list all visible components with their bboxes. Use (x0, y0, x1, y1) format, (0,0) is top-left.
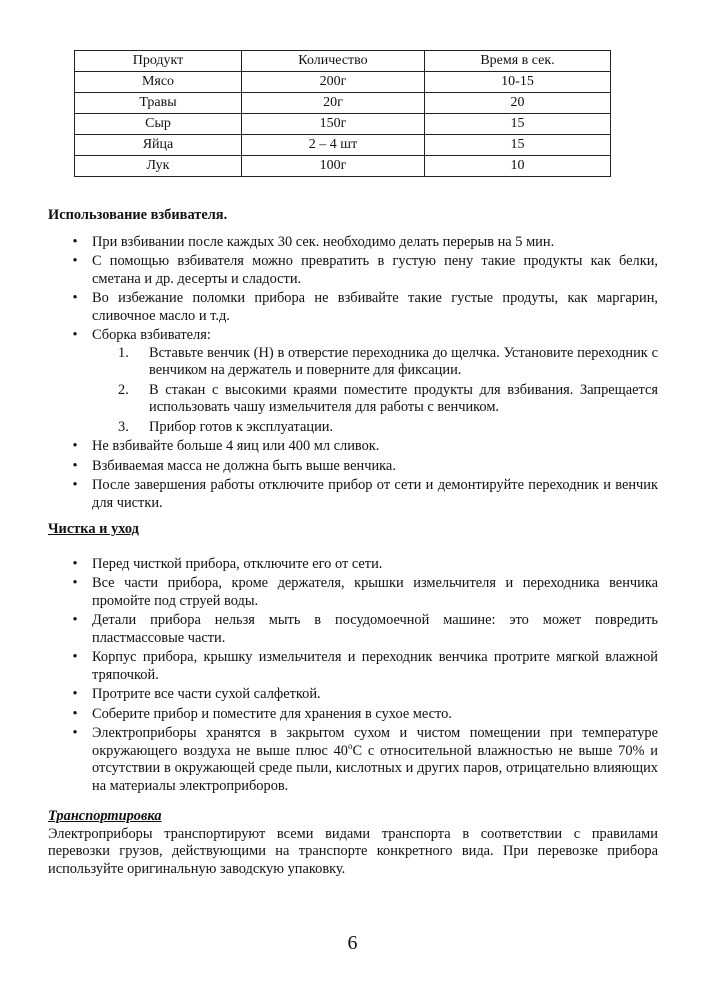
column-header: Продукт (75, 51, 242, 72)
product-time-table (74, 50, 611, 177)
list-item (48, 706, 658, 724)
column-header: Время в сек. (425, 51, 611, 72)
step-number: 1. (118, 344, 129, 361)
list-item (48, 477, 658, 512)
table-cell: 20г (242, 93, 425, 114)
table-cell: 15 (425, 135, 611, 156)
table-row (75, 93, 611, 114)
assembly-steps (48, 345, 658, 437)
list-item-text: Перед чисткой прибора, отключите его от сети. (92, 555, 383, 572)
table-header-row (75, 51, 611, 72)
list-item (48, 458, 658, 476)
table-row (75, 156, 611, 177)
step-item (92, 345, 658, 380)
list-item-text: После завершения работы отключите прибор от сети и демонтируйте переходник и венчик для чистки. (92, 477, 658, 511)
degree-sup: о (348, 740, 353, 751)
table-cell: 100г (242, 156, 425, 177)
care-bullet-list (48, 556, 658, 796)
whisk-bullet-list (48, 234, 658, 513)
text-part: С с относительной влажностью не выше 70% и отсутствии в окружающей среде пыли, кислотных и других паров, отрицательно влияющих на материалы электроприборов. (92, 742, 658, 794)
bullet-icon: • (72, 233, 78, 250)
table-cell: 2 – 4 шт (242, 135, 425, 156)
list-item-text: Во избежание поломки прибора не взбивайте такие густые продуты, как маргарин, сливочное масло и т.д. (92, 290, 658, 324)
list-item (48, 438, 658, 456)
step-text: Вставьте венчик (Н) в отверстие переходника до щелчка. Установите переходник с венчиком на держатель и поверните для фиксации. (149, 344, 658, 378)
list-item-text (92, 725, 658, 794)
bullet-icon: • (72, 725, 78, 741)
table-row (75, 135, 611, 156)
table-cell: 10-15 (425, 72, 611, 93)
bullet-icon: • (72, 575, 78, 591)
step-text: В стакан с высокими краями поместите продукты для взбивания. Запрещается использовать чашу измельчителя для работы с венчиком. (149, 381, 658, 415)
list-item (48, 725, 658, 795)
list-item (48, 575, 658, 610)
bullet-icon: • (72, 457, 78, 474)
table-cell: Сыр (75, 114, 242, 135)
bullet-icon: • (72, 477, 78, 493)
whisk-heading: Использование взбивателя. (48, 207, 228, 223)
table-cell: Яйца (75, 135, 242, 156)
table-cell: Травы (75, 93, 242, 114)
bullet-icon: • (72, 649, 78, 665)
list-item (48, 556, 658, 574)
transport-section (48, 808, 658, 878)
step-number: 2. (118, 381, 129, 398)
table-cell: 150г (242, 114, 425, 135)
bullet-icon: • (72, 612, 78, 628)
list-item-text: Сборка взбивателя: (92, 327, 211, 343)
list-item (48, 234, 658, 252)
list-item-text: Детали прибора нельзя мыть в посудомоечной машине: это может повредить пластмассовые части. (92, 612, 658, 646)
list-item-text: С помощью взбивателя можно превратить в густую пену такие продукты как белки, сметана и др. десерты и сладости. (92, 253, 658, 287)
step-item (92, 382, 658, 417)
bullet-icon: • (72, 438, 78, 454)
bullet-icon: • (72, 555, 78, 572)
transport-heading: Транспортировка (48, 808, 162, 824)
list-item (48, 290, 658, 325)
list-item (48, 649, 658, 684)
table-cell: Мясо (75, 72, 242, 93)
bullet-icon: • (72, 253, 78, 269)
list-item (48, 253, 658, 288)
bullet-icon: • (72, 327, 78, 343)
step-item (92, 419, 658, 437)
table-cell: 20 (425, 93, 611, 114)
list-item-text: Все части прибора, кроме держателя, крышки измельчителя и переходника венчика промойте под струей воды. (92, 575, 658, 609)
list-item (48, 612, 658, 647)
bullet-icon: • (72, 290, 78, 306)
list-item-text: Взбиваемая масса не должна быть выше венчика. (92, 457, 396, 474)
table-cell: 15 (425, 114, 611, 135)
page-number: 6 (347, 932, 358, 954)
step-number: 3. (118, 418, 129, 435)
list-item-text: Протрите все части сухой салфеткой. (92, 686, 321, 702)
list-item-text: Соберите прибор и поместите для хранения в сухое место. (92, 705, 452, 722)
care-section (48, 521, 658, 797)
table-cell: 200г (242, 72, 425, 93)
bullet-icon: • (72, 686, 78, 702)
table-row (75, 114, 611, 135)
table-cell: 10 (425, 156, 611, 177)
care-heading: Чистка и уход (48, 521, 139, 537)
step-text: Прибор готов к эксплуатации. (149, 418, 334, 435)
table-row (75, 72, 611, 93)
list-item-text: Корпус прибора, крышку измельчителя и переходник венчика протрите мягкой влажной тряпочкой. (92, 649, 658, 683)
text-part: Электроприборы хранятся в закрытом сухом и чистом помещении при температуре окружающего воздуха не выше плюс 40 (92, 725, 658, 759)
table-cell: Лук (75, 156, 242, 177)
column-header: Количество (242, 51, 425, 72)
list-item-text: Не взбивайте больше 4 яиц или 400 мл сливок. (92, 438, 380, 454)
list-item (48, 686, 658, 704)
whisk-section (48, 207, 658, 514)
list-item (48, 327, 658, 436)
transport-paragraph: Электроприборы транспортируют всеми видами транспорта в соответствии с правилами перевозки грузов, действующими на транспорте конкретного вида. При перевозке прибора используйте оригинальную заводскую упаковку. (48, 825, 658, 877)
list-item-text: При взбивании после каждых 30 сек. необходимо делать перерыв на 5 мин. (92, 233, 555, 250)
bullet-icon: • (72, 705, 78, 722)
